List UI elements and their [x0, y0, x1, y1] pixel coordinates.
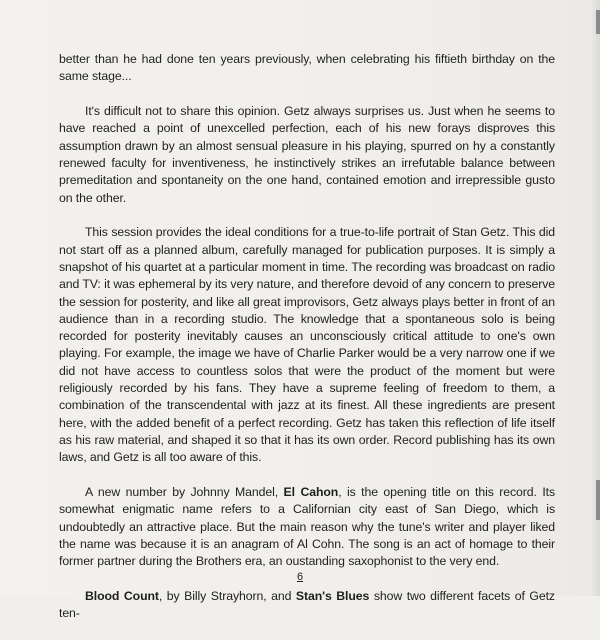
paragraph-3: This session provides the ideal conditions for a true-to-life portrait of Stan Getz. This did not start off as a planned album, carefully managed for publication purposes. It is simply a snapshot of his quartet at a particular moment in time. The recording was broadcast on radio and TV: it was ephemeral by its very nature, and therefore devoid of any concern to preserve the session for posterity, and like all great improvisors, Getz always plays better in front of an audience than in a recording studio. The knowledge that a spontaneous solo is being recorded for posterity inevitably causes an unconsciously critical attitude to one's own playing. For example, the image we have of Charlie Parker would be a very narrow one if we did not have access to countless solos that were the product of the moment but were religiously recorded by his fans. They have a supreme feeling of freedom to them, a combination of the transcendental with jazz at its finest. All these ingredients are present here, with the added benefit of a perfect recording. Getz has taken this reflection of life itself as his raw material, and shaped it so that it has its own order. Record publishing has its own laws, and Getz is all too aware of this.: [59, 225, 555, 465]
edge-mark-bottom: [596, 480, 600, 520]
body-text: [59, 51, 555, 640]
title-stans-blues: Stan's Blues: [295, 589, 370, 604]
paragraph-4-pre: A new number by Johnny Mandel,: [85, 485, 284, 500]
paragraph-5-mid: , by Billy Strayhorn, and: [158, 589, 296, 604]
paragraph-4-post: , is the opening title on this record. Its somewhat enigmatic name refers to a Californian city east of San Diego, which is undoubtedly an attractive place. But the main reason why the tune's writer and player liked the name was because it is an anagram of Al Cohn. The song is an act of homage to their former partner during the Brothers era, an oustanding saxophonist to the very end.: [59, 485, 555, 569]
paragraph-5: [59, 588, 555, 623]
edge-mark-top: [596, 10, 600, 34]
page-number: 6: [296, 571, 304, 583]
paragraph-2: It's difficult not to share this opinion. Getz always surprises us. Just when he seems to have reached a point of unexcelled perfection, each of his new forays disproves this assumption drawn by an almost sensual pleasure in his playing, spurred on hy a constantly renewed faculty for inventiveness, he instinctively strikes an irrefutable balance between premeditation and spontaneity on the one hand, contained emotion and irrepressible gusto on the other.: [59, 104, 555, 205]
title-blood-count: Blood Count: [85, 589, 159, 604]
paragraph-1: better than he had done ten years previously, when celebrating his fiftieth birthday on the same stage...: [59, 52, 555, 84]
paragraph-4: [59, 484, 555, 570]
title-el-cahon: El Cahon: [283, 485, 339, 500]
paragraph-5-post: show two different facets of Getz ten-: [59, 589, 555, 621]
